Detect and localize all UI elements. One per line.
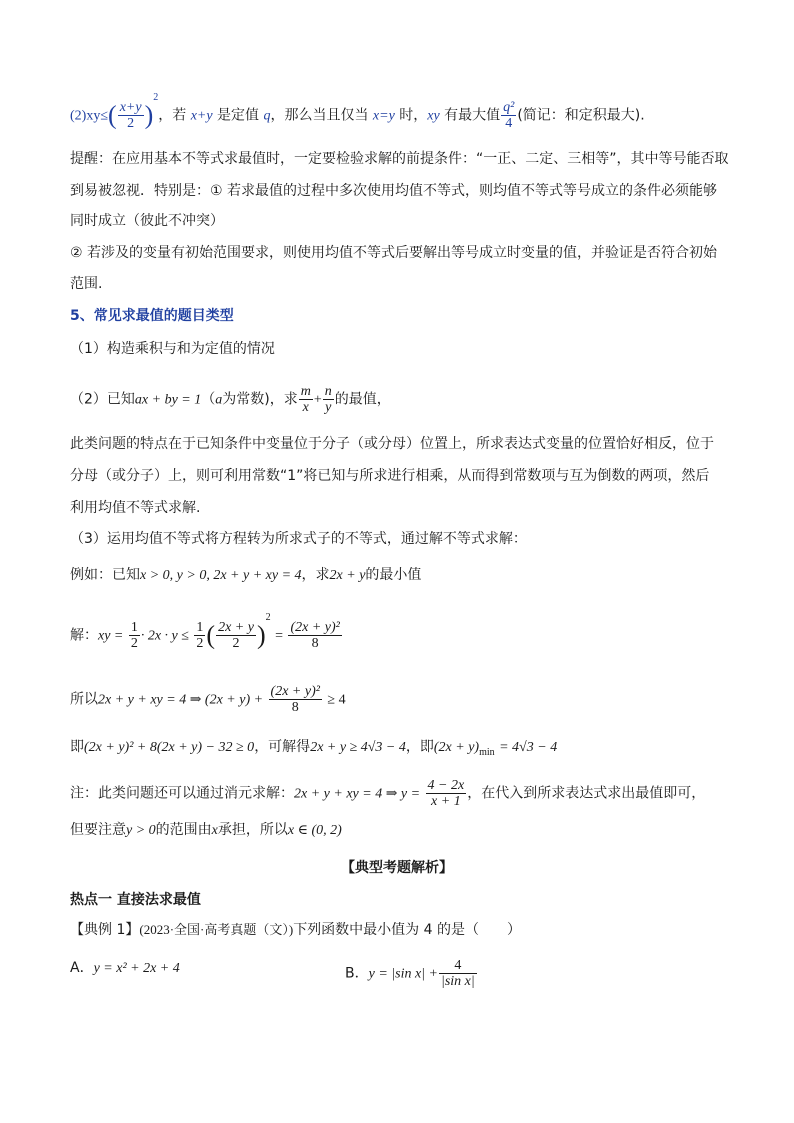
text-ruo: ，若 [158, 107, 187, 124]
note-fraction [426, 778, 467, 809]
example-question [70, 920, 521, 940]
rhs-num: (2x + y)² [290, 620, 340, 635]
note2-x: x [211, 823, 218, 838]
inner-fraction [216, 620, 256, 651]
y-den: y [325, 400, 332, 415]
half2-den: 2 [196, 636, 204, 651]
ji-label: 即 [70, 739, 84, 755]
example-prefix: 例如：已知 [70, 567, 140, 583]
inequality-prefix: (2)xy≤ [70, 108, 109, 124]
section-5-item-3: （3）运用均值不等式将方程转为所求式子的不等式，通过解不等式求解： [70, 531, 527, 547]
solution-mid: · 2x · y ≤ [140, 628, 189, 644]
text-shi: 时， [399, 107, 428, 124]
note2-b: 的范围由 [155, 822, 212, 838]
solution-line: 解：xy = $\frac{1}{2}$ · 2x · y ≤ $\frac{1}{2}$ ( $\frac{2x + y}{2}$ )$^2$ = $\frac{\text{(2x + y)²}}{8}$ [70, 611, 340, 651]
option-b-num: 4 [439, 958, 477, 974]
equals-sign: = [275, 628, 283, 644]
item2-prefix: （2）已知 [70, 391, 135, 408]
tip-line-5: 范围. [70, 276, 103, 292]
note-num: 4 − 2x [427, 778, 465, 793]
max-num: q² [503, 100, 515, 115]
ji-result: 2x + y ≥ 4√3 − 4 [310, 740, 406, 755]
solution-lhs: xy = [98, 628, 124, 644]
example-suffix: 的最小值 [365, 567, 422, 583]
section-5-item-1: （1）构造乘积与和为定值的情况 [70, 341, 275, 357]
inner-num: 2x + y [218, 620, 254, 635]
option-a-label: A． [70, 960, 94, 976]
ji-min-expr: (2x + y) [433, 740, 480, 755]
text-dingzhi: 是定值 [217, 107, 260, 124]
note-den: x + 1 [431, 794, 461, 809]
var-xy: xy [427, 108, 440, 124]
option-b-fraction [439, 958, 477, 989]
note-tail: ，在代入到所求表达式求出最值即可， [467, 785, 706, 802]
var-q: q [263, 108, 271, 124]
tip-line-2: 到易被忽视．特别是：① 若求最值的过程中多次使用均值不等式，则均值不等式等号成立的条件必须能够 [70, 183, 717, 199]
so-label: 所以 [70, 691, 98, 708]
max-den: 4 [505, 116, 513, 131]
item2-a: a [215, 392, 223, 408]
text-dangqie: ，那么当且仅当 [270, 107, 369, 124]
n-over-y [323, 384, 334, 415]
item2-suffix: 的最值， [334, 391, 391, 408]
tip-line-1: 提醒：在应用基本不等式求最值时，一定要检验求解的前提条件：“一正、二定、三相等”，其中等号能否取 [70, 151, 729, 167]
half-sum-fraction [118, 100, 144, 131]
tip-line-3: 同时成立（彼此不冲突） [70, 213, 224, 229]
ji-line [70, 737, 557, 758]
note-line-1 [70, 778, 705, 809]
so-expression: 2x + y + xy = 4 ⇒ (2x + y) + [98, 692, 264, 708]
so-num: (2x + y)² [270, 684, 320, 699]
example-condition: x > 0, y > 0, 2x + y + xy = 4 [140, 568, 302, 583]
note2-a: 但要注意 [70, 822, 126, 838]
half2-num: 1 [196, 620, 204, 635]
option-b[interactable] [345, 958, 478, 989]
section-5-para-1: 此类问题的特点在于已知条件中变量位于分子（或分母）位置上，所求表达式变量的位置恰好相反，位于 [70, 436, 714, 452]
frac-den: 2 [127, 116, 135, 131]
section-5-para-3: 利用均值不等式求解. [70, 500, 201, 516]
solution-label: 解： [70, 627, 98, 644]
question-label: 【典例 1】 [70, 922, 140, 938]
note2-c: 承担，所以 [217, 822, 288, 838]
frac-num: x+y [119, 100, 142, 115]
n-num: n [324, 384, 332, 399]
mnemonic-note: (简记：和定积最大). [517, 107, 645, 124]
ji-mid: ，可解得 [254, 739, 311, 755]
example-target: 2x + y [329, 568, 366, 583]
text-maxval: 有最大值 [444, 107, 501, 124]
item2-equation: ax + by = 1 [134, 392, 202, 408]
note2-range: x ∈ (0, 2) [287, 823, 342, 838]
item2-paren: （ [201, 391, 216, 408]
analysis-heading: 【典型考题解析】 [341, 860, 453, 876]
note-label: 注：此类问题还可以通过消元求解： [70, 785, 294, 802]
option-b-label: B． [345, 965, 369, 982]
m-num: m [300, 384, 311, 399]
question-source: (2023·全国·高考真题（文）) [139, 922, 294, 937]
half-num: 1 [130, 620, 138, 635]
ji-min-value: = 4√3 − 4 [499, 740, 558, 755]
ji-mid2: ，即 [405, 739, 434, 755]
note-line-2 [70, 820, 342, 841]
section-5-item-2 [70, 384, 391, 415]
example-statement [70, 565, 421, 586]
inner-den: 2 [232, 636, 240, 651]
half-den: 2 [130, 636, 138, 651]
question-text: 下列函数中最小值为 4 的是（ ） [293, 922, 521, 938]
section-5-title: 5、常见求最值的题目类型 [70, 308, 234, 324]
note-expression: 2x + y + xy = 4 ⇒ y = [294, 786, 421, 802]
so-tail: ≥ 4 [327, 692, 346, 708]
x-den: x [302, 400, 309, 415]
so-fraction [269, 684, 322, 715]
note2-condition: y > 0 [126, 823, 156, 838]
square-exp: 2 [265, 611, 271, 623]
ji-expression: (2x + y)² + 8(2x + y) − 32 ≥ 0 [84, 740, 255, 755]
option-a-expression: y = x² + 2x + 4 [93, 961, 180, 976]
option-b-lhs: y = |sin x| + [368, 966, 438, 982]
section-5-para-2: 分母（或分子）上，则可利用常数“1”将已知与所求进行相乘，从而得到常数项与互为倒数的两项，然后 [70, 468, 710, 484]
half2-fraction [194, 620, 205, 651]
min-subscript: min [479, 746, 495, 758]
inequality-line-2: (2)xy≤( $\frac{x+y}{2}$ )$^2$，若 x+y 是定值 q，那么当且仅当 x=y 时，xy 有最大值 $\frac{\text{q²}}{4}$ (简记：和定积最大). [70, 91, 645, 131]
m-over-x [299, 384, 313, 415]
half-fraction [129, 620, 140, 651]
max-fraction [501, 100, 516, 131]
option-b-den: |sin x| [440, 974, 475, 989]
exponent: 2 [153, 91, 159, 103]
rhs-den: 8 [311, 636, 319, 651]
example-mid: ，求 [301, 567, 330, 583]
so-line [70, 684, 346, 715]
tip-line-4: ② 若涉及的变量有初始范围要求，则使用均值不等式后要解出等号成立时变量的值，并验证是否符合初始 [70, 245, 717, 261]
item2-mid: 为常数)，求 [222, 391, 298, 408]
rhs-fraction [288, 620, 341, 651]
var-sum: x+y [190, 108, 213, 124]
plus-sign: + [313, 392, 322, 408]
so-den: 8 [291, 700, 299, 715]
var-eq: x=y [372, 108, 395, 124]
option-a[interactable] [70, 958, 180, 979]
hotspot-title: 热点一 直接法求最值 [70, 892, 201, 908]
